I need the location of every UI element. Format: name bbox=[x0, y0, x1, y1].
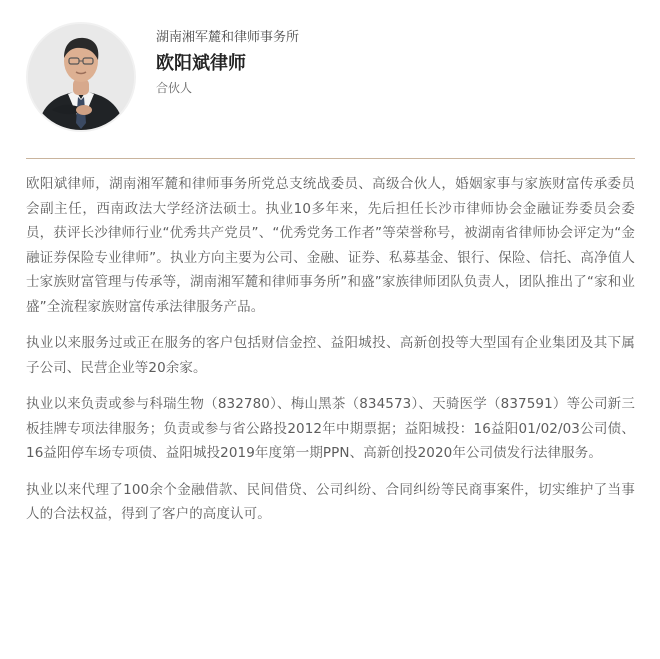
bio-paragraph: 执业以来服务过或正在服务的客户包括财信金控、益阳城投、高新创投等大型国有企业集团及其下属子公司、民营企业等20余家。 bbox=[26, 335, 635, 376]
bio-paragraph: 执业以来代理了100余个金融借款、民间借贷、公司纠纷、合同纠纷等民商事案件，切实维护了当事人的合法权益，得到了客户的高度认可。 bbox=[26, 481, 635, 522]
lawyer-role: 合伙人 bbox=[156, 81, 193, 95]
profile-header bbox=[28, 24, 638, 134]
section-divider bbox=[26, 158, 635, 159]
lawyer-portrait-image bbox=[28, 24, 134, 130]
bio-paragraph: 执业以来负责或参与科瑞生物（832780）、梅山黑茶（834573）、天骑医学（837591）等公司新三板挂牌专项法律服务；负责或参与省公路投2012年中期票据；益阳城投：16益阳01/02/03公司债、16益阳停车场专项债、益阳城投2019年度第一期PPN、高新创投2020年公司债发行法律服务。 bbox=[26, 396, 635, 461]
firm-name: 湖南湘军麓和律师事务所 bbox=[156, 30, 300, 45]
lawyer-name: 欧阳斌律师 bbox=[156, 53, 246, 74]
bio-paragraph: 欧阳斌律师，湖南湘军麓和律师事务所党总支统战委员、高级合伙人，婚姻家事与家族财富传承委员会副主任，西南政法大学经济法硕士。执业10多年来，先后担任长沙市律师协会金融证券委员会委员，获评长沙律师行业“优秀共产党员”、“优秀党务工作者”等荣誉称号，被湖南省律师协会评定为“金融证券保险专业律师”。执业方向主要为公司、金融、证券、私募基金、银行、保险、信托、高净值人士家族财富管理与传承等，湖南湘军麓和律师事务所”和盛”家族律师团队负责人，团队推出了“家和业盛”全流程家族财富传承法律服务产品。 bbox=[26, 176, 635, 315]
lawyer-biography bbox=[26, 172, 635, 539]
avatar bbox=[28, 24, 134, 130]
